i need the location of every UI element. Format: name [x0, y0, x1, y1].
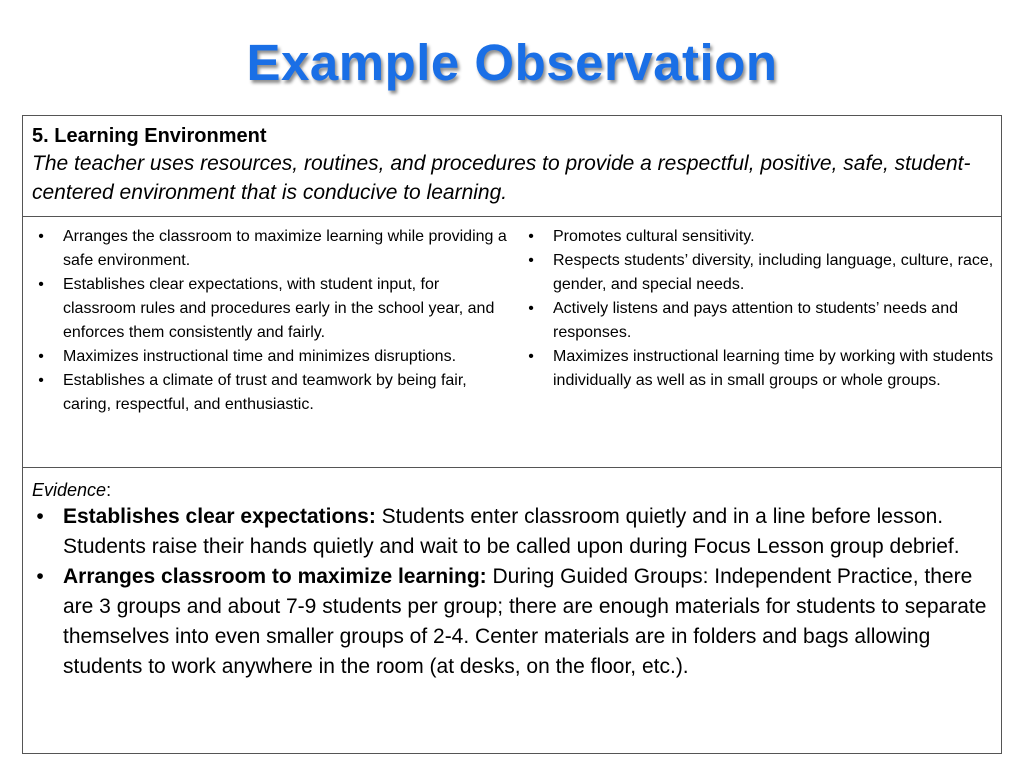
- bullet-icon: •: [38, 228, 44, 245]
- evidence-lead: Establishes clear expectations:: [63, 505, 376, 528]
- indicator-text: Actively listens and pays attention to students’ needs and responses.: [553, 300, 958, 341]
- bullet-icon: •: [38, 348, 44, 365]
- evidence-label-text: Evidence: [32, 480, 107, 500]
- indicator-item: [521, 297, 995, 345]
- slide-title: Example Observation: [246, 34, 778, 91]
- indicator-text: Maximizes instructional learning time by working with students individually as well as in small groups or whole groups.: [553, 348, 994, 389]
- evidence-label: [32, 478, 992, 502]
- standard-header-row: [23, 116, 1001, 217]
- evidence-lead: Arranges classroom to maximize learning:: [63, 565, 487, 588]
- evidence-text: Students enter classroom quietly and in a line before lesson. Students raise their hands quietly and wait to be called upon during Focus Lesson group debrief.: [63, 505, 960, 558]
- bullet-icon: •: [38, 372, 44, 389]
- bullet-icon: •: [36, 565, 44, 588]
- indicator-text: Arranges the classroom to maximize learning while providing a safe environment.: [63, 228, 507, 269]
- indicators-right-list: [521, 225, 995, 393]
- indicator-item: [521, 225, 995, 249]
- bullet-icon: •: [528, 348, 534, 365]
- standard-heading: 5. Learning Environment: [32, 125, 267, 147]
- evidence-label-colon: :: [106, 480, 112, 500]
- indicator-item: [31, 345, 509, 369]
- indicator-text: Promotes cultural sensitivity.: [553, 228, 755, 245]
- indicator-text: Establishes clear expectations, with student input, for classroom rules and procedures early in the school year, and enforces them consistently and fairly.: [63, 276, 495, 341]
- indicators-row: [23, 217, 1001, 468]
- evidence-item: [32, 502, 992, 562]
- indicator-item: [521, 249, 995, 297]
- bullet-icon: •: [528, 252, 534, 269]
- indicator-text: Respects students’ diversity, including language, culture, race, gender, and special needs.: [553, 252, 994, 293]
- evidence-row: [23, 468, 1001, 753]
- observation-table: [22, 115, 1002, 754]
- bullet-icon: •: [528, 228, 534, 245]
- bullet-icon: •: [36, 505, 44, 528]
- evidence-text: During Guided Groups: Independent Practice, there are 3 groups and about 7-9 students per group; there are enough materials for students to separate themselves into even smaller groups of 2-4. Center materials are in folders and bags allowing students to work anywhere in the room (at desks, on the floor, etc.).: [63, 565, 987, 678]
- indicator-text: Establishes a climate of trust and teamwork by being fair, caring, respectful, and enthusiastic.: [63, 372, 467, 413]
- indicator-text: Maximizes instructional time and minimizes disruptions.: [63, 348, 457, 365]
- bullet-icon: •: [528, 300, 534, 317]
- bullet-icon: •: [38, 276, 44, 293]
- evidence-item: [32, 562, 992, 682]
- standard-description: The teacher uses resources, routines, and procedures to provide a respectful, positive, safe, student-centered environment that is conducive to learning.: [32, 152, 971, 204]
- indicators-left-list: [31, 225, 509, 417]
- indicator-item: [31, 369, 509, 417]
- indicator-item: [521, 345, 995, 393]
- indicator-item: [31, 225, 509, 273]
- evidence-list: [32, 502, 992, 682]
- indicator-item: [31, 273, 509, 345]
